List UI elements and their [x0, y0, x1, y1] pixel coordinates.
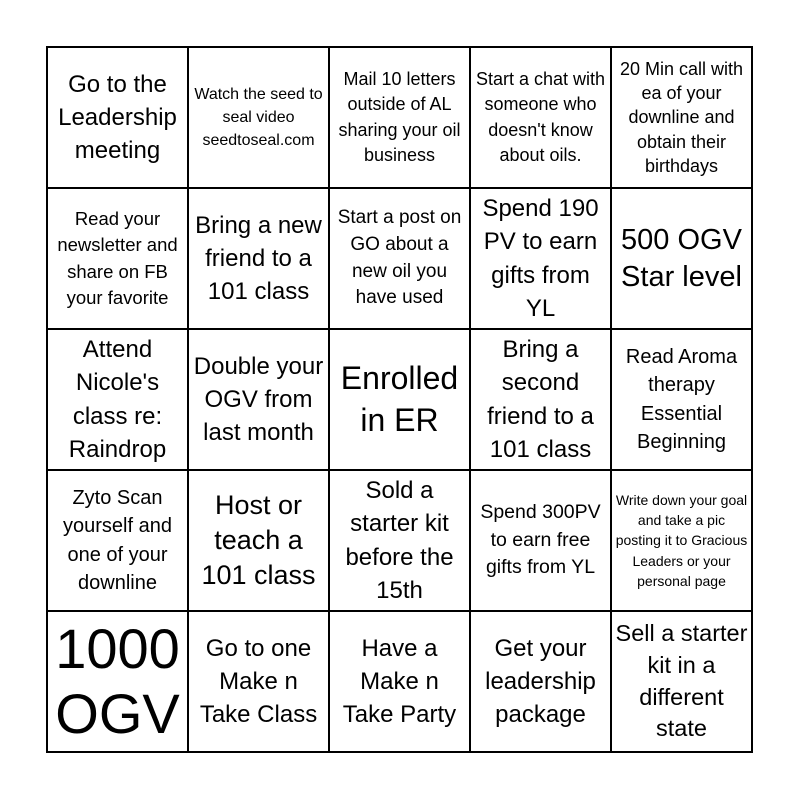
cell-text: Attend Nicole's class re: Raindrop — [68, 336, 167, 463]
bingo-cell[interactable] — [329, 188, 470, 329]
cell-text: Sold a starter kit before the 15th — [345, 477, 454, 604]
bingo-cell[interactable] — [611, 188, 752, 329]
cell-text: Enrolled in ER — [340, 359, 459, 438]
cell-text: Read Aroma therapy Essential Beginning — [625, 345, 738, 453]
bingo-cell[interactable] — [188, 188, 329, 329]
cell-text: Mail 10 letters outside of AL sharing your oil business — [338, 69, 461, 165]
bingo-cell[interactable] — [611, 470, 752, 611]
bingo-board — [46, 46, 753, 753]
bingo-cell[interactable] — [188, 611, 329, 752]
cell-text: Go to one Make n Take Class — [199, 634, 318, 729]
cell-text: Double your OGV from last month — [193, 352, 324, 447]
bingo-cell[interactable] — [329, 611, 470, 752]
cell-text: Start a post on GO about a new oil you have used — [337, 206, 462, 309]
cell-text: 500 OGV Star level — [621, 224, 742, 293]
bingo-cell[interactable] — [611, 47, 752, 188]
cell-text: Spend 300PV to earn free gifts from YL — [480, 500, 601, 579]
bingo-cell[interactable] — [329, 470, 470, 611]
bingo-cell[interactable] — [188, 47, 329, 188]
bingo-cell[interactable] — [47, 47, 188, 188]
bingo-cell[interactable] — [47, 329, 188, 470]
cell-text: 1000 OGV — [55, 617, 180, 745]
bingo-cell[interactable] — [329, 47, 470, 188]
bingo-cell[interactable] — [470, 329, 611, 470]
cell-text: Read your newsletter and share on FB your favorite — [57, 207, 178, 308]
bingo-cell[interactable] — [470, 470, 611, 611]
bingo-cell[interactable] — [470, 188, 611, 329]
bingo-cell[interactable] — [188, 470, 329, 611]
bingo-cell[interactable] — [470, 47, 611, 188]
cell-text: 20 Min call with ea of your downline and obtain their birthdays — [619, 58, 744, 176]
bingo-cell[interactable] — [611, 329, 752, 470]
cell-text: Spend 190 PV to earn gifts from YL — [482, 195, 599, 322]
cell-text: Bring a second friend to a 101 class — [487, 336, 594, 463]
bingo-cell[interactable] — [47, 188, 188, 329]
cell-text: Start a chat with someone who doesn't know about oils. — [475, 69, 606, 165]
cell-text: Bring a new friend to a 101 class — [195, 211, 322, 306]
bingo-cell[interactable] — [611, 611, 752, 752]
cell-text: Host or teach a 101 class — [201, 489, 316, 591]
cell-text: Watch the seed to seal video seedtoseal.com — [194, 85, 323, 150]
cell-text: Sell a starter kit in a different state — [615, 620, 748, 742]
bingo-cell[interactable] — [47, 470, 188, 611]
bingo-cell[interactable] — [188, 329, 329, 470]
cell-text: Have a Make n Take Party — [342, 634, 457, 729]
cell-text: Go to the Leadership meeting — [58, 70, 177, 165]
cell-text: Get your leadership package — [485, 634, 596, 729]
cell-text: Zyto Scan yourself and one of your downline — [63, 486, 172, 594]
bingo-cell[interactable] — [470, 611, 611, 752]
cell-text: Write down your goal and take a pic posting it to Gracious Leaders or your personal page — [615, 491, 748, 589]
bingo-cell[interactable] — [47, 611, 188, 752]
bingo-cell[interactable] — [329, 329, 470, 470]
